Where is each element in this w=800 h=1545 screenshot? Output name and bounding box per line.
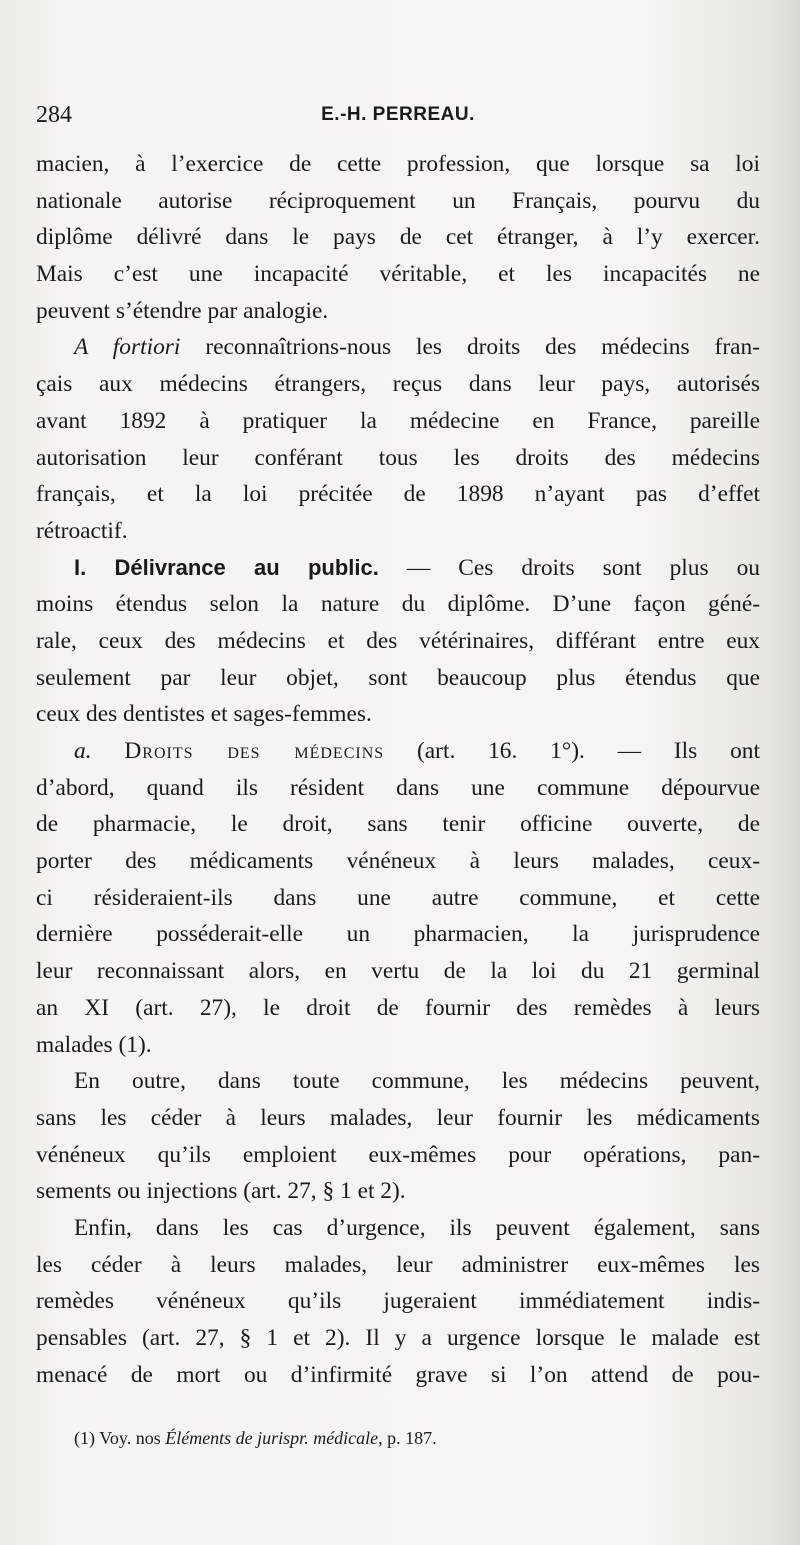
text-line: leur reconnaissant alors, en vertu de la loi du 21 germinal (36, 958, 760, 985)
text-line: vénéneux qu’ils emploient eux-mêmes pour opérations, pan- (36, 1141, 760, 1168)
page-number: 284 (36, 102, 72, 128)
text-line: Enfin, dans les cas d’urgence, ils peuvent également, sans (74, 1214, 760, 1241)
text-line: peuvent s’étendre par analogie. (36, 297, 329, 324)
text-line: rale, ceux des médecins et des vétérinaires, différant entre eux (36, 627, 760, 654)
text-line: diplôme délivré dans le pays de cet étranger, à l’y exercer. (36, 224, 760, 251)
text-line: malades (1). (36, 1031, 152, 1058)
text-line: rétroactif. (36, 517, 128, 544)
running-head: E.-H. PERREAU. (321, 104, 475, 125)
footnote-suffix: , p. 187. (378, 1428, 437, 1448)
text-line: français, et la loi précitée de 1898 n’ayant pas d’effet (36, 481, 760, 508)
text-line: menacé de mort ou d’infirmité grave si l’on attend de pou- (36, 1361, 760, 1388)
text-line: Mais c’est une incapacité véritable, et les incapacités ne (36, 261, 760, 288)
body-text (36, 146, 760, 1393)
text-line: d’abord, quand ils résident dans une commune dépourvue (36, 774, 760, 801)
text-line: sements ou injections (art. 27, § 1 et 2). (36, 1178, 406, 1205)
text-line: de pharmacie, le droit, sans tenir officine ouverte, de (36, 811, 760, 838)
footnote (74, 1425, 764, 1451)
page-header (36, 102, 760, 134)
text-line: moins étendus selon la nature du diplôme. D’une façon géné- (36, 591, 760, 618)
subsection-line (36, 733, 760, 770)
section-line (36, 550, 760, 587)
text-line (36, 329, 760, 366)
text-fragment: (art. 16. 1°). — Ils ont (416, 738, 760, 764)
text-line: nationale autorise réciproquement un Français, pourvu du (36, 187, 760, 214)
a-fortiori-term: A fortiori (74, 334, 181, 361)
subsection-heading: Droits des médecins (124, 738, 385, 764)
text-line: sans les céder à leurs malades, leur fournir les médicaments (36, 1104, 760, 1131)
section-heading: I. Délivrance au public. (74, 554, 379, 580)
text-line: avant 1892 à pratiquer la médecine en France, pareille (36, 407, 760, 434)
text-line: dernière posséderait-elle un pharmacien, la jurisprudence (36, 921, 760, 948)
footnote-marker: (1) (74, 1428, 95, 1448)
text-line: porter des médicaments vénéneux à leurs malades, ceux- (36, 848, 760, 875)
text-line: çais aux médecins étrangers, reçus dans leur pays, autorisés (36, 371, 760, 398)
text-line: macien, à l’exercice de cette profession, que lorsque sa loi (36, 151, 760, 177)
text-line: ceux des dentistes et sages-femmes. (36, 701, 372, 728)
text-line: autorisation leur conférant tous les droits des médecins (36, 444, 760, 471)
text-line: pensables (art. 27, § 1 et 2). Il y a urgence lorsque le malade est (36, 1325, 760, 1351)
subsection-letter: a. (74, 738, 92, 764)
text-line: les céder à leurs malades, leur administrer eux-mêmes les (36, 1251, 760, 1278)
text-line: seulement par leur objet, sont beaucoup plus étendus que (36, 664, 760, 691)
text-line: an XI (art. 27), le droit de fournir des remèdes à leurs (36, 994, 760, 1021)
footnote-title: Éléments de jurispr. médicale (165, 1428, 379, 1448)
text-fragment: — Ces droits sont plus ou (406, 554, 760, 581)
text-line: ci résideraient-ils dans une autre commune, et cette (36, 884, 760, 911)
text-line: remèdes vénéneux qu’ils jugeraient immédiatement indis- (36, 1288, 760, 1315)
text-line: En outre, dans toute commune, les médecins peuvent, (74, 1068, 760, 1095)
text-fragment: reconnaîtrions-nous les droits des médecins fran- (205, 334, 760, 361)
footnote-prefix: Voy. nos (99, 1428, 161, 1448)
